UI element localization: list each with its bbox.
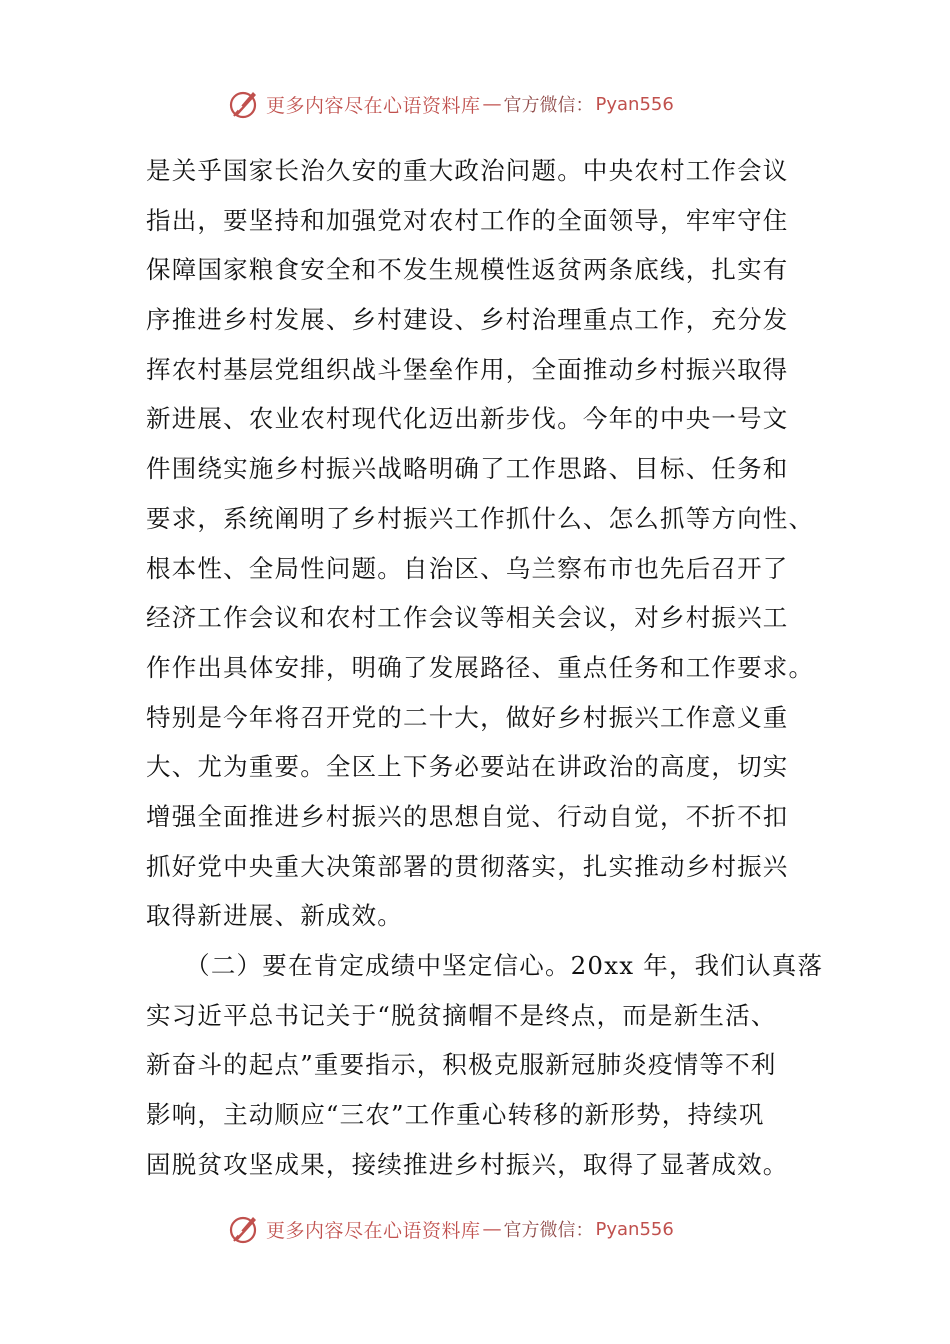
text-line: 大、尤为重要。全区上下务必要站在讲政治的高度，切实 <box>146 752 789 782</box>
watermark-wechat-id: Pyan556 <box>595 93 674 115</box>
text-line: 抓好党中央重大决策部署的贯彻落实，扎实推动乡村振兴 <box>146 851 789 881</box>
watermark-sub-text: 官方微信： <box>503 95 594 116</box>
text-line: 影响，主动顺应“三农”工作重心转移的新形势，持续巩 <box>146 1100 765 1130</box>
watermark-separator: — <box>482 93 502 115</box>
text-line: 根本性、全局性问题。自治区、乌兰察布市也先后召开了 <box>146 553 789 583</box>
watermark-main-text: 更多内容尽在心语资料库 <box>266 1219 481 1242</box>
text-line: 作作出具体安排，明确了发展路径、重点任务和工作要求。 <box>146 652 815 682</box>
text-line: 件围绕实施乡村振兴战略明确了工作思路、目标、任务和 <box>146 454 789 484</box>
text-line: 经济工作会议和农村工作会议等相关会议，对乡村振兴工 <box>146 603 789 633</box>
text-line: 序推进乡村发展、乡村建设、乡村治理重点工作，充分发 <box>146 305 789 335</box>
watermark-sub-text: 官方微信： <box>503 1220 594 1241</box>
quill-pen-logo-icon <box>226 1211 262 1247</box>
document-body <box>146 146 824 1189</box>
text-line: 新进展、农业农村现代化迈出新步伐。今年的中央一号文 <box>146 404 789 434</box>
text-line: 新奋斗的起点”重要指示，积极克服新冠肺炎疫情等不利 <box>146 1050 777 1080</box>
text-line: 保障国家粮食安全和不发生规模性返贫两条底线，扎实有 <box>146 255 789 285</box>
text-line: 是关乎国家长治久安的重大政治问题。中央农村工作会议 <box>146 156 789 185</box>
text-line: 要求，系统阐明了乡村振兴工作抓什么、怎么抓等方向性、 <box>146 503 815 533</box>
text-line: 取得新进展、新成效。 <box>146 901 403 931</box>
watermark-wechat-id: Pyan556 <box>595 1218 674 1240</box>
text-line: 实习近平总书记关于“脱贫摘帽不是终点，而是新生活、 <box>146 1000 777 1030</box>
paragraph-heading-line: （二）要在肯定成绩中坚定信心。20xx 年，我们认真落 <box>146 951 824 980</box>
text-line: 增强全面推进乡村振兴的思想自觉、行动自觉，不折不扣 <box>146 801 789 831</box>
text-line: 固脱贫攻坚成果，接续推进乡村振兴，取得了显著成效。 <box>146 1149 789 1179</box>
watermark-separator: — <box>482 1218 502 1240</box>
text-line: 挥农村基层党组织战斗堡垒作用，全面推动乡村振兴取得 <box>146 354 789 384</box>
quill-pen-logo-icon <box>226 86 262 122</box>
watermark-main-text: 更多内容尽在心语资料库 <box>266 94 481 117</box>
footer-watermark <box>226 1209 746 1249</box>
text-line: 指出，要坚持和加强党对农村工作的全面领导，牢牢守住 <box>146 205 789 235</box>
header-watermark <box>226 84 746 124</box>
text-line: 特别是今年将召开党的二十大，做好乡村振兴工作意义重 <box>146 702 789 732</box>
